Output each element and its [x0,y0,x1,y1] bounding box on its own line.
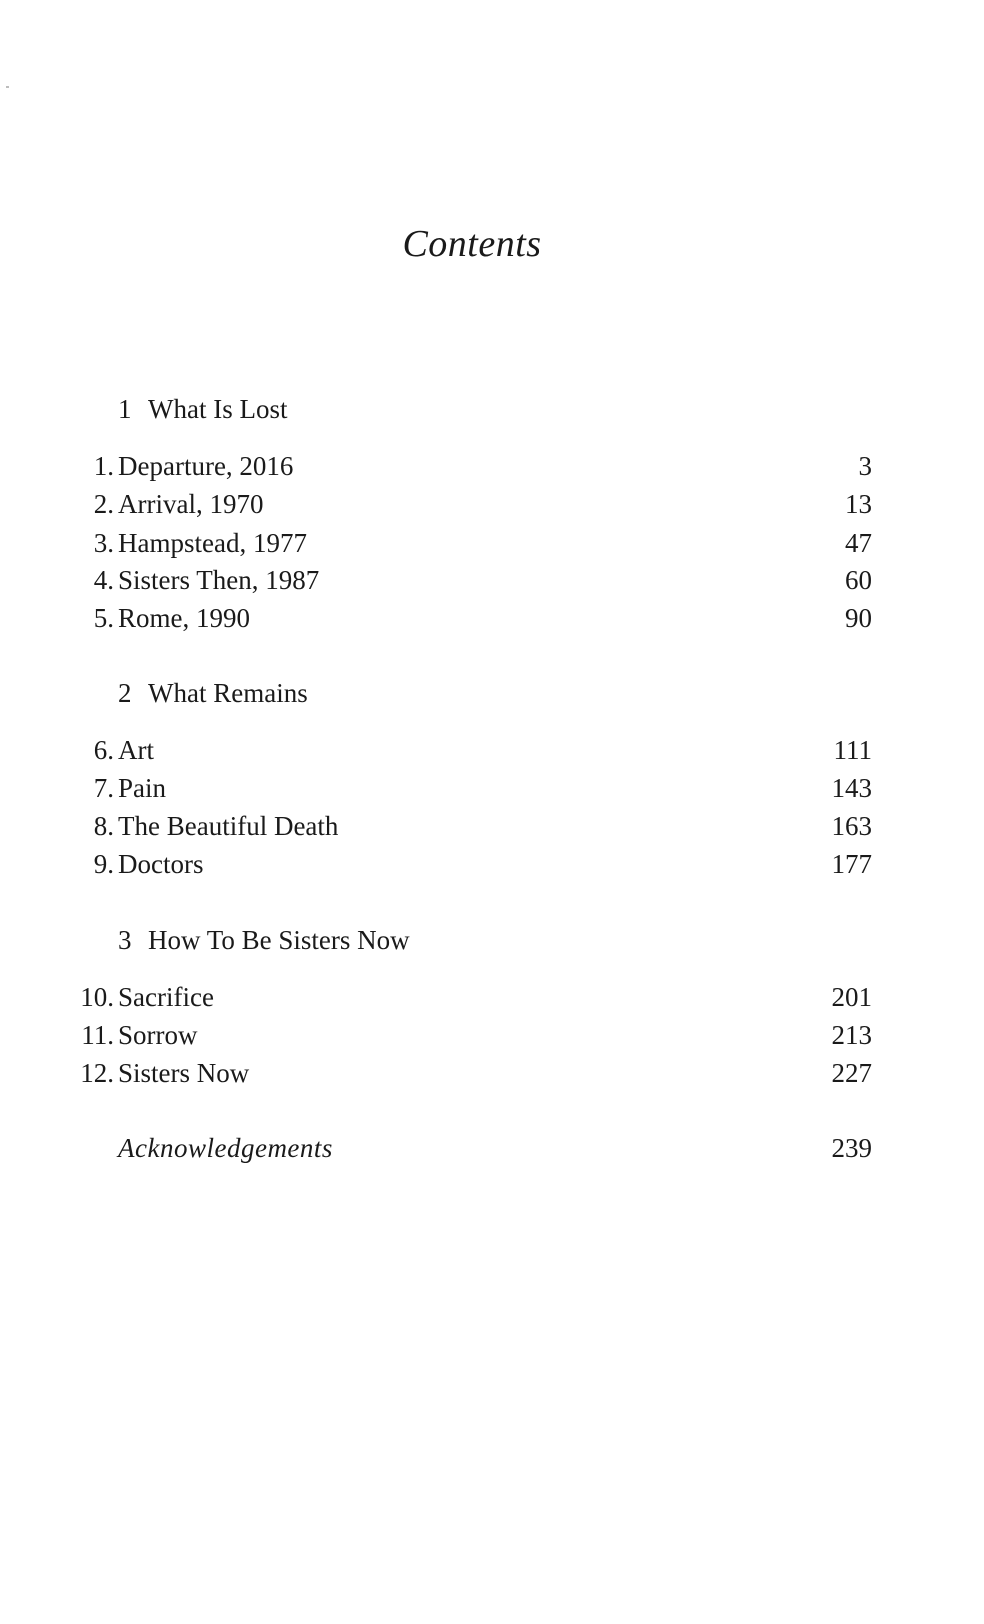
chapter-page: 90 [845,603,872,633]
toc-entry[interactable] [0,1058,984,1096]
part-title: What Remains [148,678,308,708]
toc-entry[interactable] [0,565,984,603]
toc-entry[interactable] [0,451,984,489]
chapter-page: 213 [831,1020,872,1050]
chapter-title: Sorrow [118,1020,198,1050]
chapter-title: Sisters Then, 1987 [118,565,320,595]
toc-entry[interactable] [0,603,984,641]
toc-entry[interactable] [0,773,984,811]
chapter-number: 7. [93,773,114,803]
chapter-number: 1. [93,451,114,481]
chapter-page: 111 [833,735,872,765]
chapter-number: 3. [93,528,114,558]
scan-speck [6,86,9,88]
chapter-number: 4. [93,565,114,595]
part-heading-1 [118,394,287,425]
chapter-page: 47 [845,528,872,558]
acknowledgements-title: Acknowledgements [118,1133,333,1163]
toc-entry[interactable] [0,811,984,849]
chapter-page: 227 [831,1058,872,1088]
chapter-title: Hampstead, 1977 [118,528,307,558]
chapter-title: Pain [118,773,167,803]
chapter-page: 201 [831,982,872,1012]
chapter-number: 12. [80,1058,114,1088]
part-title: What Is Lost [148,394,288,424]
chapter-number: 9. [93,849,114,879]
part-number: 3 [118,925,132,955]
chapter-page: 163 [831,811,872,841]
chapter-title: The Beautiful Death [118,811,339,841]
part-number: 1 [118,394,132,424]
chapter-page: 3 [858,451,872,481]
part-heading-2 [118,678,308,709]
chapter-title: Arrival, 1970 [118,489,264,519]
chapter-page: 13 [845,489,872,519]
chapter-page: 60 [845,565,872,595]
chapter-number: 10. [80,982,114,1012]
part-title: How To Be Sisters Now [148,925,410,955]
chapter-title: Art [118,735,154,765]
toc-entry[interactable] [0,1020,984,1058]
chapter-title: Sisters Now [118,1058,250,1088]
toc-entry[interactable] [0,735,984,773]
chapter-title: Doctors [118,849,204,879]
chapter-title: Departure, 2016 [118,451,294,481]
chapter-number: 8. [93,811,114,841]
toc-entry[interactable] [0,982,984,1020]
toc-entry[interactable] [0,849,984,887]
chapter-number: 6. [93,735,114,765]
toc-entry-acknowledgements[interactable] [0,1133,984,1171]
toc-entry[interactable] [0,528,984,566]
chapter-page: 143 [831,773,872,803]
chapter-title: Sacrifice [118,982,214,1012]
chapter-number: 5. [93,603,114,633]
chapter-title: Rome, 1990 [118,603,250,633]
chapter-number: 2. [93,489,114,519]
part-number: 2 [118,678,132,708]
chapter-number: 11. [81,1020,114,1050]
page-title: Contents [402,223,542,265]
part-heading-3 [118,925,410,956]
acknowledgements-page: 239 [831,1133,872,1163]
chapter-page: 177 [831,849,872,879]
toc-entry[interactable] [0,489,984,527]
